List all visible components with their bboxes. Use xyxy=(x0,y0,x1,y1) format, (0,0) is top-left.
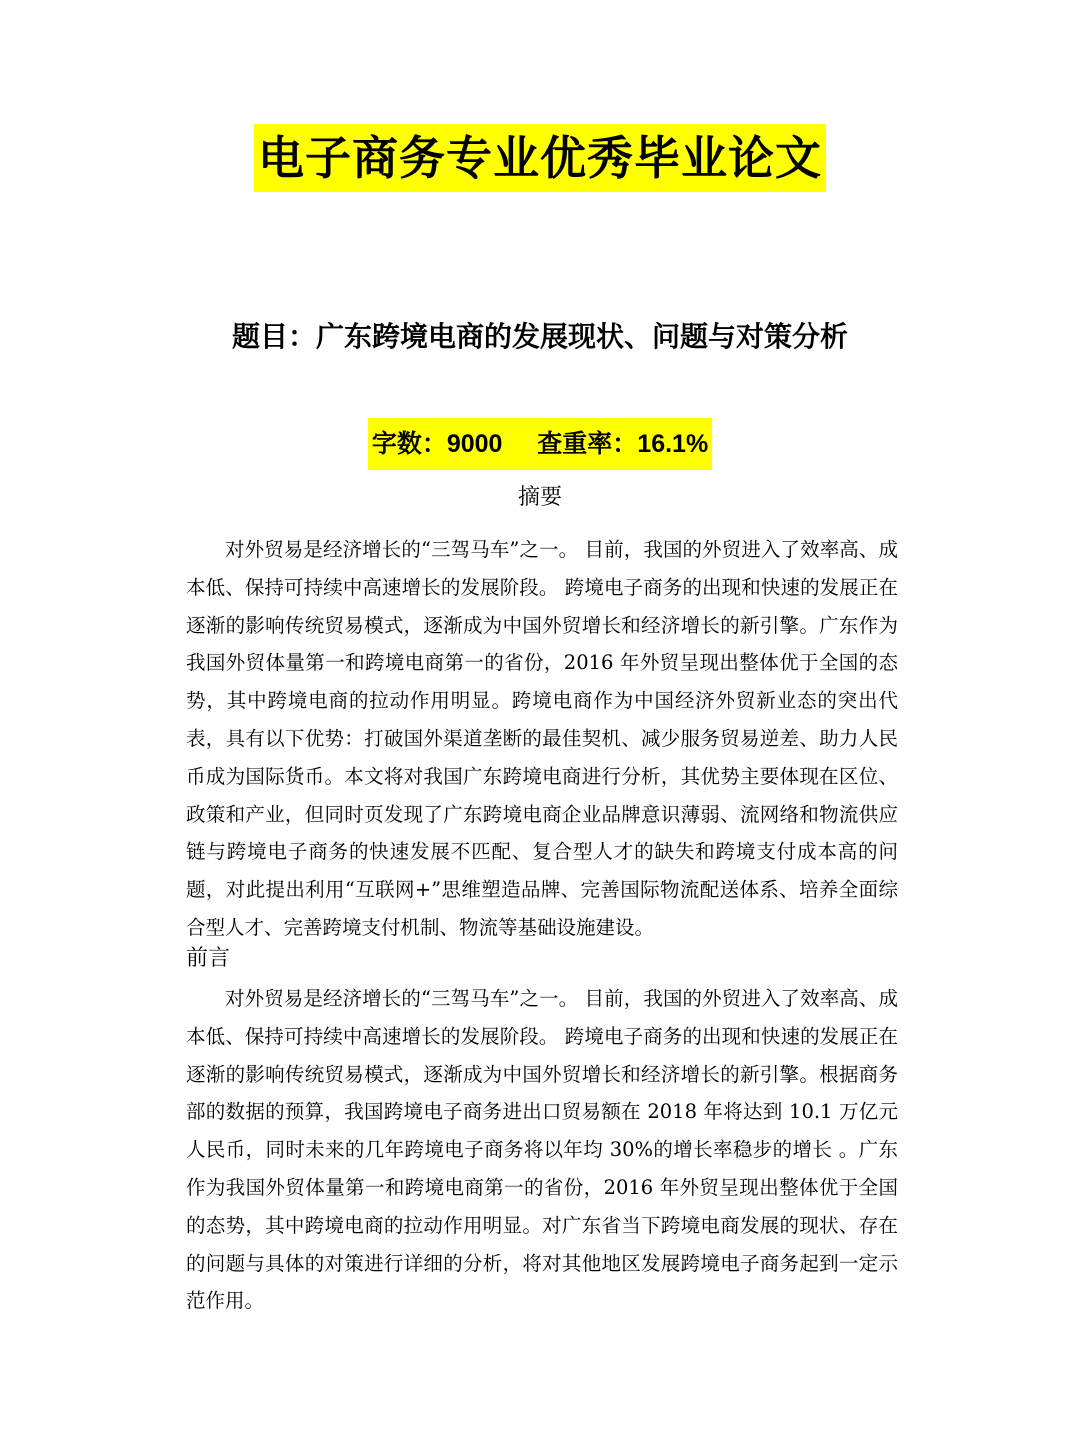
word-count-value: 9000 xyxy=(446,430,503,458)
word-count-label: 字数： xyxy=(371,429,447,458)
plagiarism-label: 查重率： xyxy=(537,429,638,458)
stats-container xyxy=(0,418,1080,470)
abstract-heading: 摘要 xyxy=(517,485,562,510)
main-title-container xyxy=(0,124,1080,192)
thesis-subject: 题目：广东跨境电商的发展现状、问题与对策分析 xyxy=(231,320,848,353)
preface-heading: 前言 xyxy=(186,946,231,971)
main-title: 电子商务专业优秀毕业论文 xyxy=(254,124,826,192)
stats-highlight xyxy=(368,418,712,470)
plagiarism-rate-value: 16.1% xyxy=(637,430,709,458)
preface-paragraph: 对外贸易是经济增长的“三驾马车”之一。 目前，我国的外贸进入了效率高、成本低、保持可持续中高速增长的发展阶段。 跨境电子商务的出现和快速的发展正在逐渐的影响传统贸易模式，逐渐成为中国外贸增长和经济增长的新引擎。根据商务部的数据的预算，我国跨境电子商务进出口贸易额在 2018 年将达到 10.1 万亿元人民币，同时未来的几年跨境电子商务将以年均 30%的增长率稳步的增长 。广东作为我国外贸体量第一和跨境电商第一的省份，2016 年外贸呈现出整体优于全国的态势，其中跨境电商的拉动作用明显。对广东省当下跨境电商发展的现状、存在的问题与具体的对策进行详细的分析，将对其他地区发展跨境电子商务起到一定示范作用。 xyxy=(186,987,898,1313)
abstract-paragraph: 对外贸易是经济增长的“三驾马车”之一。 目前，我国的外贸进入了效率高、成本低、保持可持续中高速增长的发展阶段。 跨境电子商务的出现和快速的发展正在逐渐的影响传统贸易模式，逐渐成为中国外贸增长和经济增长的新引擎。广东作为我国外贸体量第一和跨境电商第一的省份，2016 年外贸呈现出整体优于全国的态势，其中跨境电商的拉动作用明显。跨境电商作为中国经济外贸新业态的突出代表，具有以下优势：打破国外渠道垄断的最佳契机、减少服务贸易逆差、助力人民币成为国际货币。本文将对我国广东跨境电商进行分析，其优势主要体现在区位、政策和产业，但同时页发现了广东跨境电商企业品牌意识薄弱、流网络和物流供应链与跨境电子商务的快速发展不匹配、复合型人才的缺失和跨境支付成本高的问题，对此提出利用“互联网+”思维塑造品牌、完善国际物流配送体系、培养全面综合型人才、完善跨境支付机制、物流等基础设施建设。 xyxy=(186,538,898,939)
